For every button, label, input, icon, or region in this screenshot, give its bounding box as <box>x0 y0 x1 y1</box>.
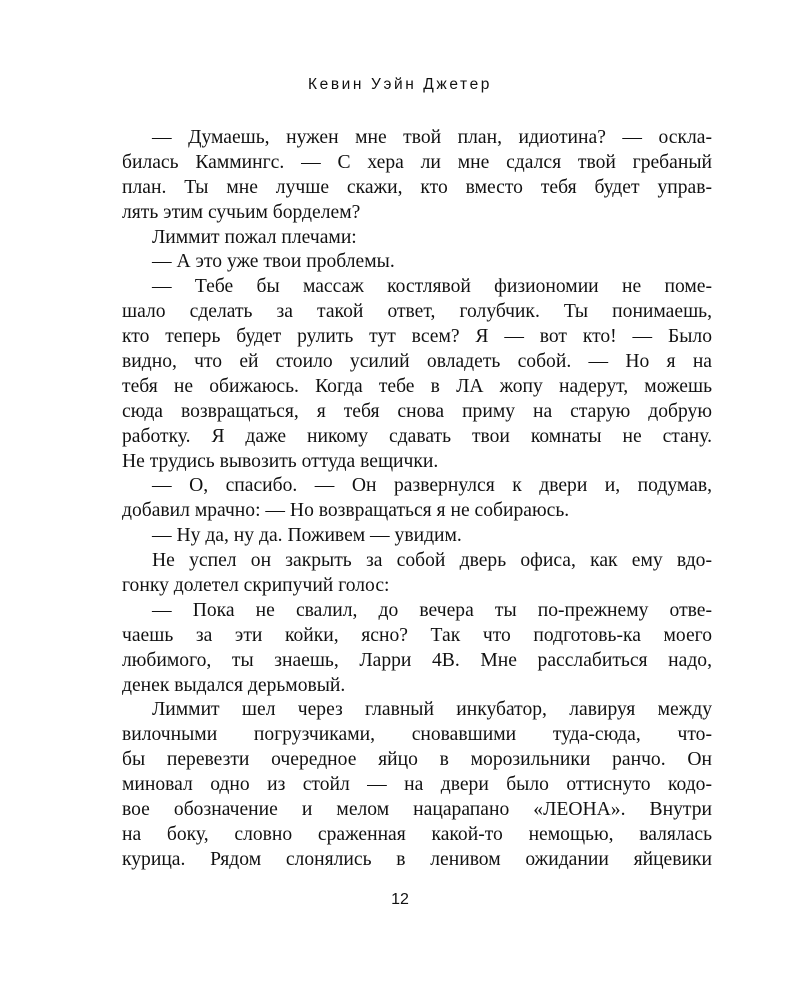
text-line: добавил мрачно: — Но возвращаться я не собираюсь. <box>122 500 570 522</box>
text-line: курица. Рядом слонялись в ленивом ожидании яйцевики <box>122 848 712 870</box>
text-line: Не успел он закрыть за собой дверь офиса, как ему вдо- <box>152 550 712 572</box>
text-line: лять этим сучьим борделем? <box>122 201 361 223</box>
text-line: тебя не обижаюсь. Когда тебе в ЛА жопу надерут, можешь <box>122 375 712 397</box>
text-line: Лиммит шел через главный инкубатор, лавируя между <box>152 699 712 721</box>
text-line: чаешь за эти койки, ясно? Так что подготовь-ка моего <box>122 624 712 646</box>
text-line: Не трудись вывозить оттуда вещички. <box>122 450 439 472</box>
running-header: Кевин Уэйн Джетер <box>307 76 493 93</box>
text-line: — Тебе бы массаж костлявой физиономии не поме- <box>152 276 712 298</box>
text-line: бы перевезти очередное яйцо в морозильники ранчо. Он <box>122 749 712 771</box>
text-line: — А это уже твои проблемы. <box>152 251 395 273</box>
text-line: — Думаешь, нужен мне твой план, идиотина? — оскла- <box>152 127 712 148</box>
text-line: — О, спасибо. — Он развернулся к двери и, подумав, <box>152 475 712 497</box>
text-line: шало сделать за такой ответ, голубчик. Ты понимаешь, <box>122 301 712 323</box>
text-line: любимого, ты знаешь, Ларри 4В. Мне расслабиться надо, <box>122 649 712 671</box>
text-line: кто теперь будет рулить тут всем? Я — вот кто! — Было <box>122 326 712 348</box>
text-line: гонку долетел скрипучий голос: <box>122 575 390 597</box>
text-line: на боку, словно сраженная какой-то немощью, валялась <box>122 823 712 845</box>
text-line: вое обозначение и мелом нацарапано «ЛЕОНА». Внутри <box>122 799 712 821</box>
text-line: — Ну да, ну да. Поживем — увидим. <box>152 525 462 547</box>
text-line: работку. Я даже никому сдавать твои комнаты не стану. <box>122 425 712 447</box>
text-line: — Пока не свалил, до вечера ты по-прежнему отве- <box>152 599 712 621</box>
body-text <box>122 126 712 873</box>
text-line: миновал одно из стойл — на двери было оттиснуто кодо- <box>122 774 712 796</box>
page-number: 12 <box>391 891 409 908</box>
text-line: денек выдался дерьмовый. <box>122 674 346 696</box>
text-line: вилочными погрузчиками, сновавшими туда-сюда, что- <box>122 724 712 746</box>
text-line: сюда возвращаться, я тебя снова приму на старую добрую <box>122 400 712 422</box>
text-line: билась Каммингс. — С хера ли мне сдался твой гребаный <box>122 151 712 173</box>
text-line: план. Ты мне лучше скажи, кто вместо тебя будет управ- <box>122 176 712 198</box>
text-line: видно, что ей стоило усилий овладеть собой. — Но я на <box>122 351 712 373</box>
text-line: Лиммит пожал плечами: <box>152 226 357 248</box>
